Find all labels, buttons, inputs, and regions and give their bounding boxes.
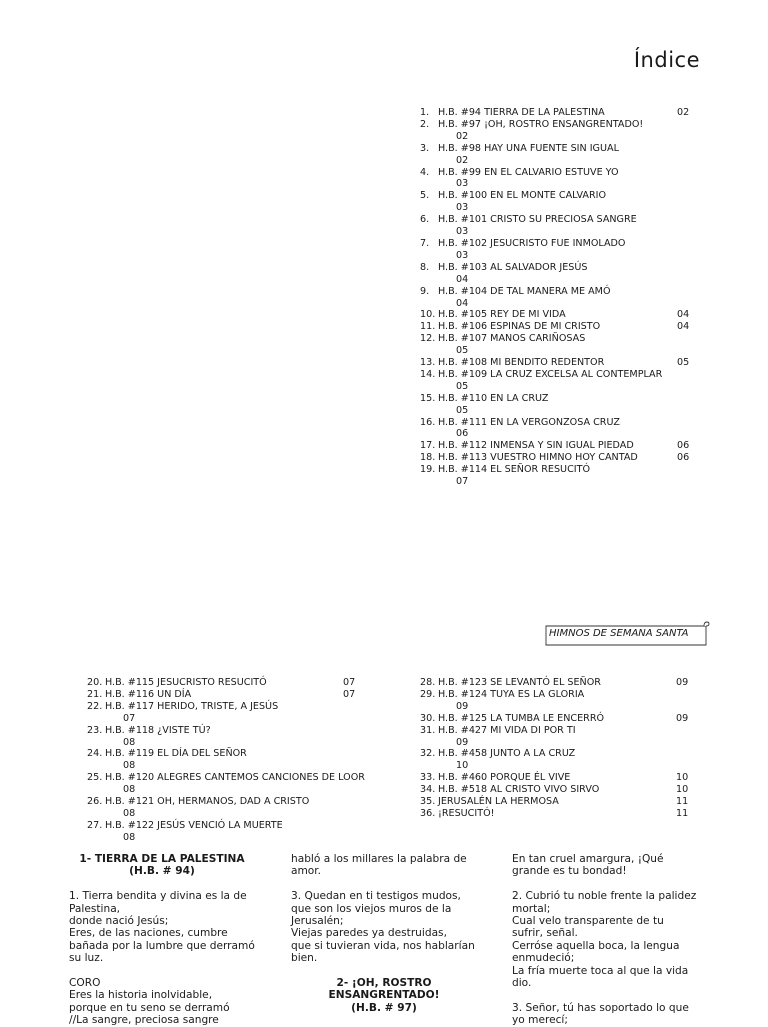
index-entry — [87, 796, 377, 820]
index-entry — [420, 808, 710, 820]
index-entry-page: 04 — [456, 297, 469, 309]
index-entry — [420, 464, 710, 488]
index-entry-page: 05 — [456, 404, 469, 416]
index-entry-page: 06 — [677, 452, 690, 464]
index-entry — [420, 784, 710, 796]
index-entry-number: 22. — [87, 700, 103, 712]
index-entry-title: H.B. #108 MI BENDITO REDENTOR — [438, 357, 605, 369]
index-entry — [420, 143, 710, 167]
index-entry-title: H.B. #107 MANOS CARIÑOSAS — [438, 333, 586, 345]
index-entry-title: H.B. #98 HAY UNA FUENTE SIN IGUAL — [438, 142, 619, 154]
index-entry — [420, 452, 710, 464]
section-banner — [544, 621, 710, 647]
index-entry-page: 03 — [456, 178, 469, 190]
index-entry-title: H.B. #121 OH, HERMANOS, DAD A CRISTO — [105, 796, 310, 808]
index-entry-number: 10. — [420, 309, 436, 321]
index-entry-page: 09 — [676, 712, 689, 724]
index-entry-page: 10 — [456, 760, 469, 772]
index-entry-page: 09 — [456, 700, 469, 712]
index-entry-number: 25. — [87, 772, 103, 784]
index-entry-title: H.B. #125 LA TUMBA LE ENCERRÓ — [438, 712, 605, 724]
index-entry — [420, 796, 710, 808]
index-entry — [420, 369, 710, 393]
index-entry-title: H.B. #124 TUYA ES LA GLORIA — [438, 688, 585, 700]
hymn-text-line: que si tuvieran vida, nos hablarían bien. — [291, 939, 475, 965]
index-entry-page: 08 — [123, 760, 136, 772]
hymn-text-line: Cual velo transparente de tu sufrir, señal. — [512, 915, 664, 940]
index-entry-page: 04 — [677, 309, 690, 321]
index-entry — [87, 772, 377, 796]
hymn-heading: (H.B. # 94) — [129, 865, 195, 878]
index-entry-title: H.B. #105 REY DE MI VIDA — [438, 309, 566, 321]
index-entry-number: 12. — [420, 333, 436, 345]
index-entry-page: 06 — [677, 440, 690, 452]
index-entry — [87, 725, 377, 749]
index-entry-title: H.B. #119 EL DÍA DEL SEÑOR — [105, 748, 247, 760]
index-entry — [420, 321, 710, 333]
index-entry-number: 31. — [420, 724, 436, 736]
index-entry — [420, 357, 710, 369]
index-entry-number: 19. — [420, 464, 436, 476]
index-entry-title: H.B. #103 AL SALVADOR JESÚS — [438, 261, 588, 273]
index-entry-page: 05 — [456, 380, 469, 392]
index-entry-page: 08 — [123, 807, 136, 819]
hymn-text-line: 2. Cubrió tu noble frente la palidez mortal; — [512, 890, 697, 915]
index-entry — [420, 238, 710, 262]
index-entry-number: 5. — [420, 190, 430, 202]
index-entry-page: 04 — [456, 273, 469, 285]
index-entry-page: 03 — [456, 202, 469, 214]
index-entry-number: 11. — [420, 321, 436, 333]
index-entry-page: 09 — [676, 677, 689, 688]
index-entry — [420, 214, 710, 238]
index-entry-page: 08 — [123, 736, 136, 748]
index-entry — [420, 713, 710, 725]
hymn-text-line: CORO — [69, 977, 101, 990]
index-entry-title: H.B. #97 ¡OH, ROSTRO ENSANGRENTADO! — [438, 118, 644, 130]
index-entry-title: H.B. #117 HERIDO, TRISTE, A JESÚS — [105, 700, 279, 712]
index-entry-number: 4. — [420, 166, 430, 178]
index-entry-number: 13. — [420, 357, 436, 369]
hymn-text-line: La fría muerte toca al que la vida dio. — [512, 964, 689, 990]
index-entry — [420, 107, 710, 119]
index-entry — [420, 333, 710, 357]
index-entry-page: 08 — [123, 784, 136, 796]
index-entry-number: 6. — [420, 214, 430, 226]
line-gap — [291, 965, 477, 977]
index-entry-number: 1. — [420, 107, 430, 118]
index-entry-page: 10 — [676, 784, 689, 796]
index-entry-title: H.B. #123 SE LEVANTÓ EL SEÑOR — [438, 677, 601, 688]
hymn-column-2 — [291, 853, 477, 1014]
hymn-text-line: habló a los millares la palabra de amor. — [291, 853, 467, 878]
line-gap — [512, 878, 698, 890]
index-entry — [420, 309, 710, 321]
index-entry-number: 33. — [420, 772, 436, 784]
index-entry-title: ¡RESUCITÓ! — [438, 807, 495, 819]
hymn-text-line: 1. Tierra bendita y divina es la de Palestina, — [69, 890, 247, 915]
hymn-text-line: 3. Quedan en ti testigos mudos, — [291, 890, 461, 903]
index-entry-number: 17. — [420, 440, 436, 452]
index-entry-title: H.B. #112 INMENSA Y SIN IGUAL PIEDAD — [438, 440, 634, 452]
hymn-text-line: Eres, de las naciones, cumbre bañada por la lumbre que derramó su luz. — [69, 927, 255, 965]
index-entry-number: 27. — [87, 819, 103, 831]
index-entry-page: 07 — [456, 476, 469, 488]
index-entry-title: H.B. #110 EN LA CRUZ — [438, 392, 549, 404]
index-entry-title: H.B. #113 VUESTRO HIMNO HOY CANTAD — [438, 452, 638, 464]
index-entry-number: 30. — [420, 712, 436, 724]
index-entry — [87, 701, 377, 725]
index-entry-title: H.B. #101 CRISTO SU PRECIOSA SANGRE — [438, 214, 637, 226]
index-entry-number: 21. — [87, 688, 103, 700]
hymn-text-line: donde nació Jesús; — [69, 915, 169, 928]
index-entry — [420, 119, 710, 143]
index-entry — [87, 677, 377, 689]
index-list-left-bottom — [87, 677, 377, 844]
index-entry-page: 05 — [677, 357, 690, 369]
index-entry — [87, 689, 377, 701]
index-entry-number: 8. — [420, 261, 430, 273]
index-entry-title: H.B. #104 DE TAL MANERA ME AMÓ — [438, 285, 611, 297]
index-entry-title: H.B. #106 ESPINAS DE MI CRISTO — [438, 321, 601, 333]
index-entry-number: 18. — [420, 452, 436, 464]
index-entry — [420, 440, 710, 452]
hymn-heading: (H.B. # 97) — [351, 1001, 417, 1014]
index-entry-number: 24. — [87, 748, 103, 760]
index-entry-title: H.B. #116 UN DÍA — [105, 688, 192, 700]
line-gap — [291, 878, 477, 890]
hymn-text-line: porque en tu seno se derramó — [69, 1001, 230, 1014]
hymn-column-1 — [69, 853, 255, 1027]
index-entry-number: 7. — [420, 237, 430, 249]
hymn-heading: ENSANGRENTADO! — [328, 989, 440, 1002]
index-entry-page: 02 — [677, 107, 690, 118]
index-entry — [420, 286, 710, 310]
index-entry-title: H.B. #115 JESUCRISTO RESUCITÓ — [105, 677, 267, 688]
hymn-column-3 — [512, 853, 698, 1027]
hymn-text-line: Viejas paredes ya destruidas, — [291, 927, 447, 940]
index-entry — [420, 725, 710, 749]
hymn-text-line: Eres la historia inolvidable, — [69, 989, 213, 1002]
index-entry-title: H.B. #100 EN EL MONTE CALVARIO — [438, 190, 607, 202]
index-entry-title: H.B. #460 PORQUE ÉL VIVE — [438, 772, 571, 784]
index-entry-page: 02 — [456, 130, 469, 142]
index-entry-number: 35. — [420, 796, 436, 808]
index-entry-page: 08 — [123, 831, 136, 843]
index-entry-number: 16. — [420, 416, 436, 428]
index-entry-number: 3. — [420, 142, 430, 154]
index-entry-number: 14. — [420, 368, 436, 380]
index-entry-title: H.B. #120 ALEGRES CANTEMOS CANCIONES DE LOOR — [105, 772, 365, 784]
index-entry-number: 36. — [420, 807, 436, 819]
index-entry-page: 03 — [456, 249, 469, 261]
index-entry-page: 09 — [456, 736, 469, 748]
index-entry — [420, 417, 710, 441]
index-entry-number: 32. — [420, 748, 436, 760]
index-entry-title: H.B. #122 JESÚS VENCIÓ LA MUERTE — [105, 819, 283, 831]
index-entry-number: 2. — [420, 118, 430, 130]
index-entry-number: 20. — [87, 677, 103, 688]
index-entry — [87, 820, 377, 844]
index-entry-title: H.B. #427 MI VIDA DI POR TI — [438, 724, 576, 736]
index-entry-number: 23. — [87, 724, 103, 736]
index-entry-title: H.B. #99 EN EL CALVARIO ESTUVE YO — [438, 166, 619, 178]
index-entry-number: 9. — [420, 285, 430, 297]
index-entry — [87, 748, 377, 772]
index-entry-page: 02 — [456, 154, 469, 166]
index-entry-page: 04 — [677, 321, 690, 333]
line-gap — [69, 878, 255, 890]
index-entry-number: 26. — [87, 796, 103, 808]
index-entry — [420, 262, 710, 286]
hymn-text-line: Cerróse aquella boca, la lengua enmudeció; — [512, 939, 680, 965]
index-entry-title: H.B. #458 JUNTO A LA CRUZ — [438, 748, 576, 760]
index-entry-title: H.B. #94 TIERRA DE LA PALESTINA — [438, 107, 605, 118]
index-entry-page: 11 — [676, 796, 689, 808]
index-entry — [420, 689, 710, 713]
index-entry-number: 15. — [420, 392, 436, 404]
index-entry-page: 06 — [456, 428, 469, 440]
index-entry-page: 11 — [676, 807, 689, 819]
index-entry-page: 07 — [343, 677, 356, 688]
banner-text: HIMNOS DE SEMANA SANTA — [549, 628, 689, 639]
hymn-heading: 1- TIERRA DE LA PALESTINA — [79, 853, 245, 865]
hymn-text-line: 3. Señor, tú has soportado lo que yo merecí; — [512, 1001, 689, 1027]
index-entry-number: 34. — [420, 784, 436, 796]
line-gap — [69, 965, 255, 977]
index-entry-number: 29. — [420, 688, 436, 700]
index-entry-page: 10 — [676, 772, 689, 784]
index-entry — [420, 393, 710, 417]
index-entry-page: 05 — [456, 345, 469, 357]
index-entry-page: 07 — [343, 688, 356, 700]
index-entry — [420, 772, 710, 784]
index-entry-title: H.B. #102 JESUCRISTO FUE INMOLADO — [438, 237, 626, 249]
index-entry — [420, 677, 710, 689]
hymn-heading: 2- ¡OH, ROSTRO — [336, 977, 432, 990]
index-entry-number: 28. — [420, 677, 436, 688]
index-entry — [420, 167, 710, 191]
index-entry-title: JERUSALÉN LA HERMOSA — [438, 796, 559, 808]
index-entry-title: H.B. #114 EL SEÑOR RESUCITÓ — [438, 464, 591, 476]
hymn-text-line: //La sangre, preciosa sangre — [69, 1014, 219, 1027]
index-list-right-bottom — [420, 677, 710, 820]
hymn-text-line: que son los viejos muros de la Jerusalén; — [291, 902, 452, 928]
index-entry-title: H.B. #109 LA CRUZ EXCELSA AL CONTEMPLAR — [438, 368, 663, 380]
index-entry-page: 07 — [123, 712, 136, 724]
index-list-right-top — [420, 107, 710, 488]
line-gap — [512, 989, 698, 1001]
hymn-text-line: En tan cruel amargura, ¡Qué grande es tu bondad! — [512, 853, 664, 878]
index-entry-title: H.B. #118 ¿VISTE TÚ? — [105, 724, 211, 736]
index-entry — [420, 748, 710, 772]
page-title: Índice — [633, 48, 700, 73]
index-entry-page: 03 — [456, 226, 469, 238]
index-entry — [420, 190, 710, 214]
index-entry-title: H.B. #518 AL CRISTO VIVO SIRVO — [438, 784, 600, 796]
index-entry-title: H.B. #111 EN LA VERGONZOSA CRUZ — [438, 416, 620, 428]
